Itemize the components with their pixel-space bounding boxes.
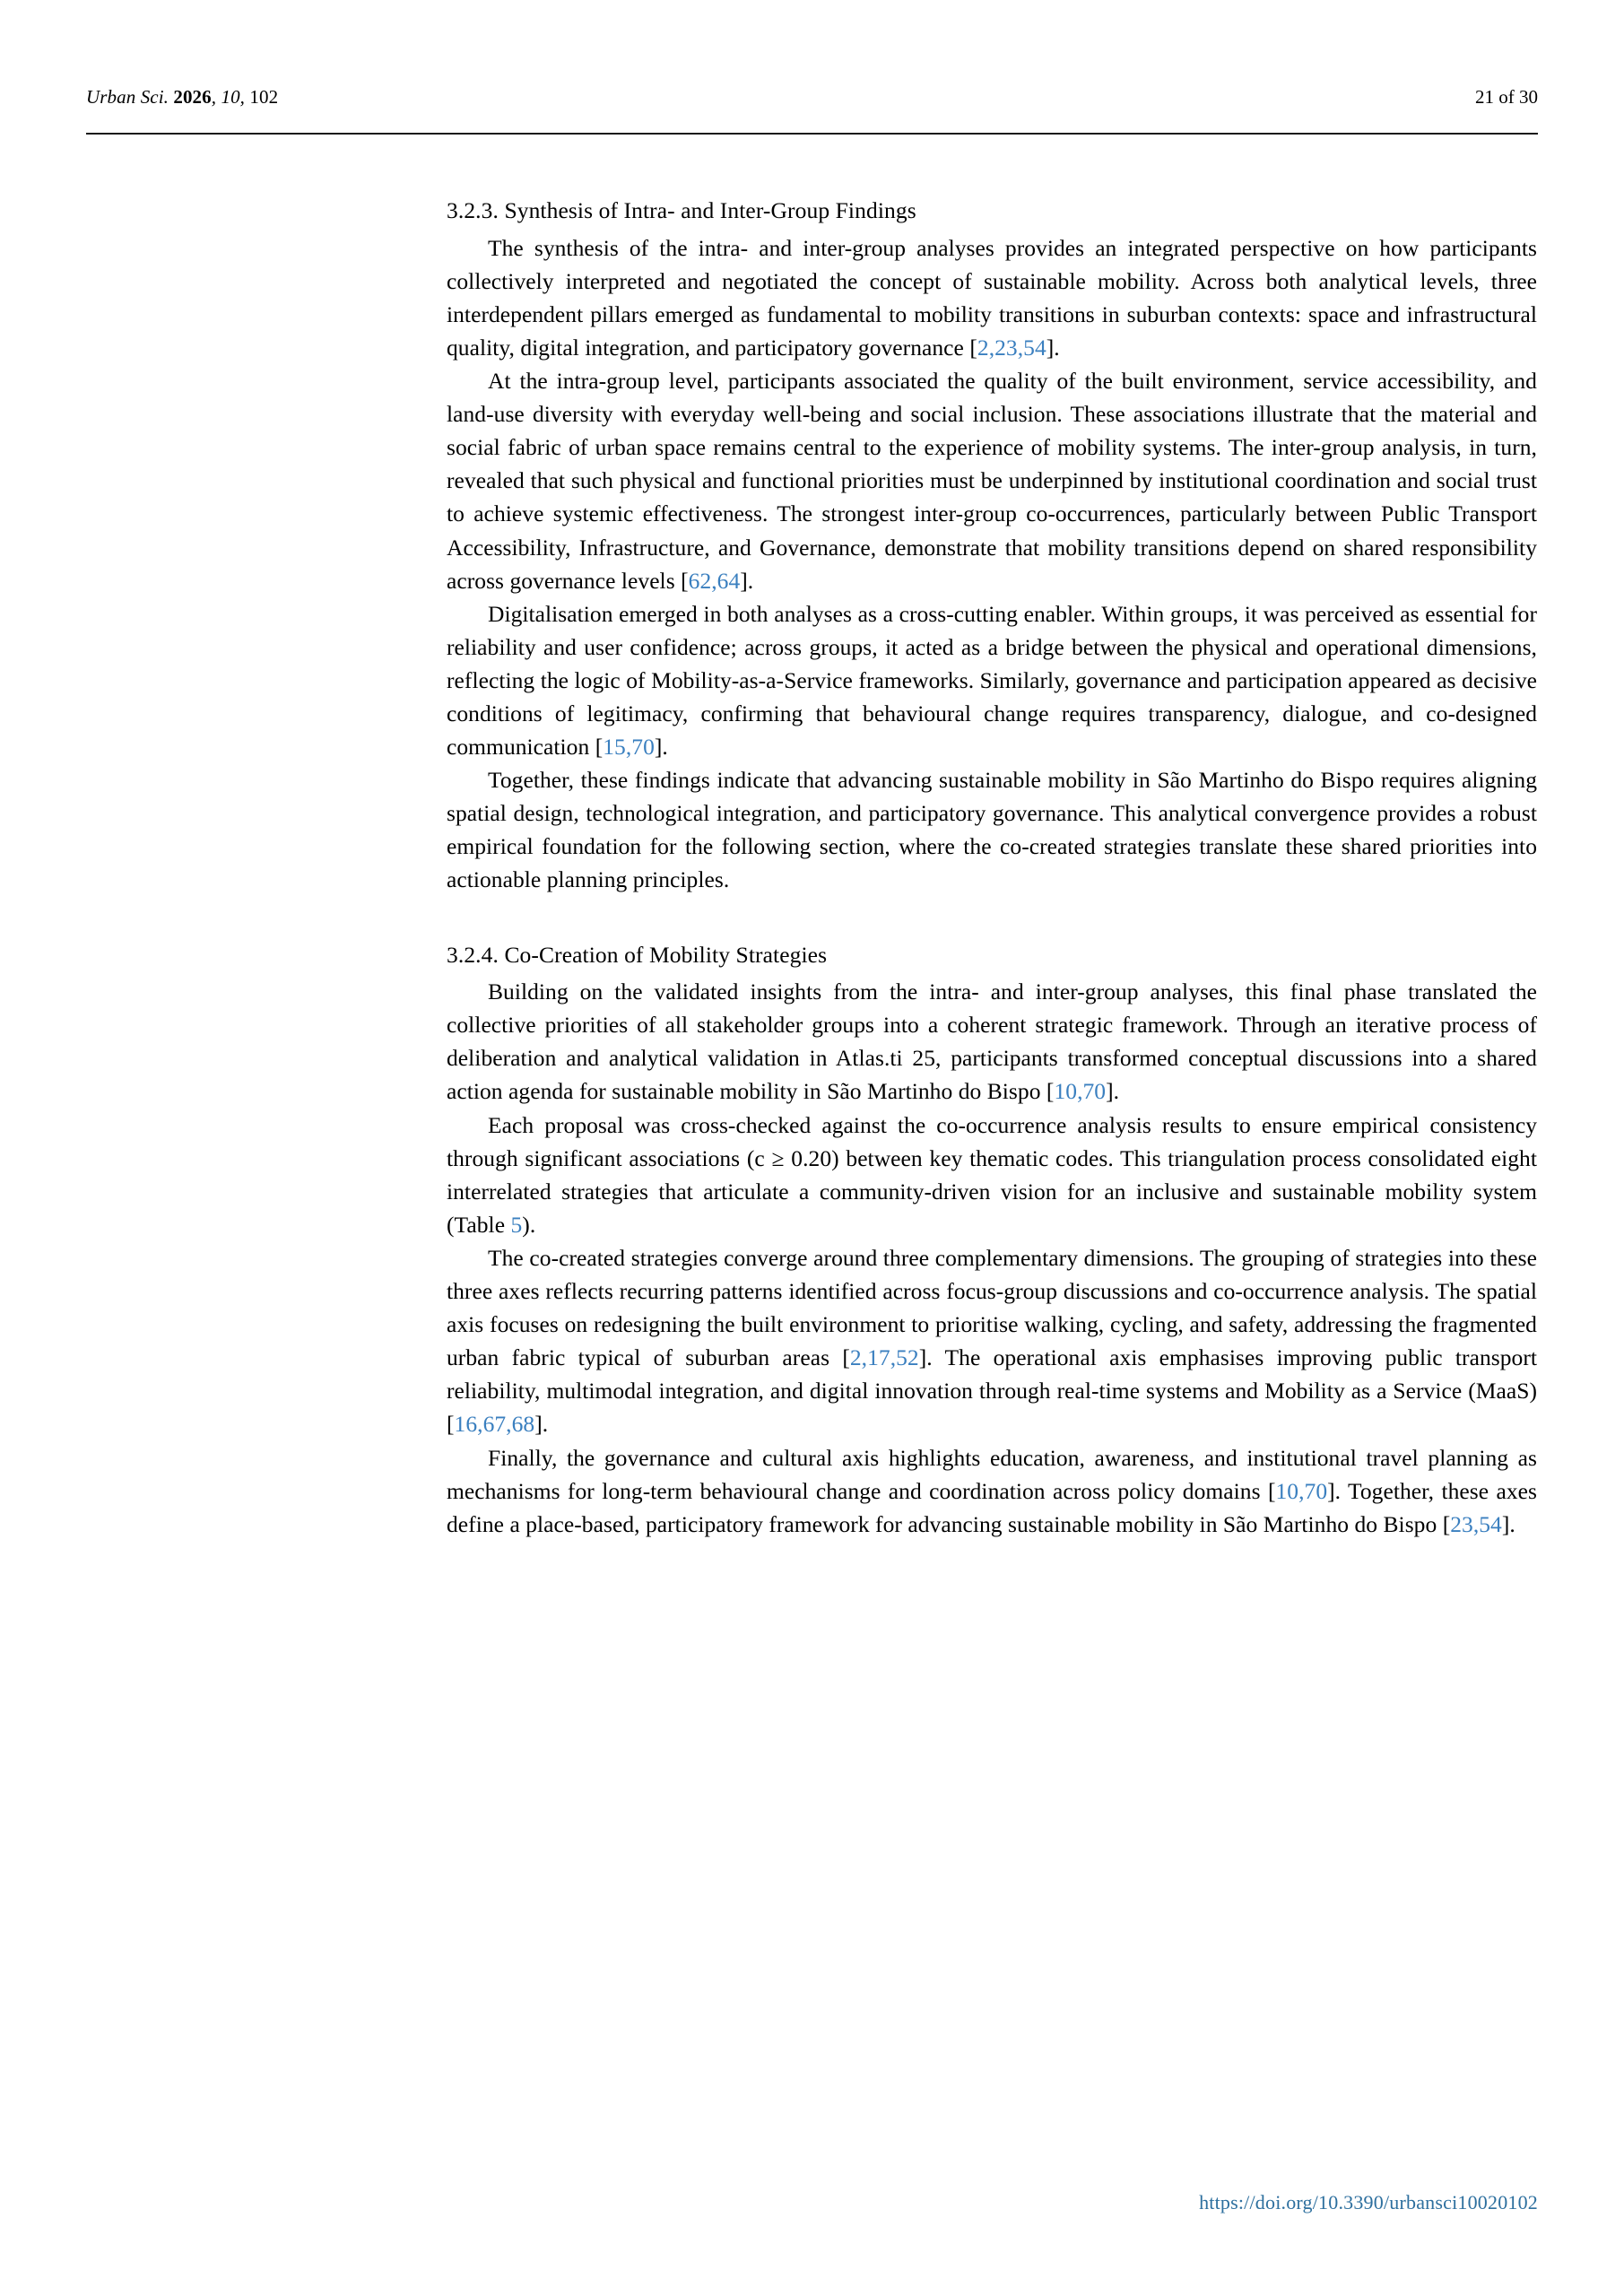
citation-link[interactable]: 10,70 <box>1275 1477 1328 1504</box>
paragraph-text: At the intra-group level, participants associated the quality of the built environment, service accessibility, and land-use diversity with everyday well-being and social inclusion. These associations illustrate that the material and social fabric of urban space remains central to the experience of mobility systems. The inter-group analysis, in turn, revealed that such physical and functional priorities must be underpinned by institutional coordination and social trust to achieve systemic effectiveness. The strongest inter-group co-occurrences, particularly between Public Transport Accessibility, Infrastructure, and Governance, demonstrate that mobility transitions depend on shared responsibility across governance levels [ <box>447 368 1537 594</box>
journal-name: Urban Sci. <box>86 86 169 108</box>
paragraph-governance-cultural-axis <box>447 1441 1537 1541</box>
journal-citation <box>86 86 278 109</box>
paragraph-together-findings <box>447 763 1537 896</box>
paragraph-text-tail: ]. <box>740 567 754 594</box>
comma-2: , <box>239 86 250 108</box>
paragraph-text: Finally, the governance and cultural axis highlights education, awareness, and institutional travel planning as mechanisms for long-term behavioural change and coordination across policy domains [ <box>447 1444 1537 1504</box>
paragraph-text-mid: ]. Together, these axes define a place-based, participatory framework for advancing sustainable mobility in São Martinho do Bispo [ <box>447 1477 1537 1537</box>
paragraph-text-tail: ]. <box>1046 334 1060 361</box>
paragraph-building-on-insights <box>447 975 1537 1108</box>
citation-link-2[interactable]: 23,54 <box>1450 1510 1502 1537</box>
journal-article-number: 102 <box>249 86 279 108</box>
table-reference-link[interactable]: 5 <box>510 1211 523 1238</box>
paragraph-text: Each proposal was cross-checked against the co-occurrence analysis results to ensure empirical consistency through significant associations (c ≥ 0.20) between key thematic codes. This triangulation process consolidated eight interrelated strategies that articulate a community-driven vision for an inclusive and sustainable mobility system (Table <box>447 1111 1537 1238</box>
paragraph-text-tail: ]. <box>1106 1078 1120 1105</box>
citation-link[interactable]: 62,64 <box>688 567 741 594</box>
running-head <box>86 86 1538 109</box>
paragraph-text-tail: ]. <box>1501 1510 1515 1537</box>
paragraph-text: Digitalisation emerged in both analyses as a cross-cutting enabler. Within groups, it was perceived as essential for reliability and user confidence; across groups, it acted as a bridge between the physical and operational dimensions, reflecting the logic of Mobility-as-a-Service frameworks. Similarly, governance and participation appeared as decisive conditions of legitimacy, confirming that behavioural change requires transparency, dialogue, and co-designed communication [ <box>447 600 1537 761</box>
footer-doi <box>86 2191 1538 2214</box>
section-heading-323: 3.2.3. Synthesis of Intra- and Inter-Group Findings <box>447 197 916 223</box>
paragraph-text: The co-created strategies converge around three complementary dimensions. The grouping of strategies into these three axes reflects recurring patterns identified across focus-group discussions and co-occurrence analysis. The spatial axis focuses on redesigning the built environment to prioritise walking, cycling, and safety, addressing the fragmented urban fabric typical of suburban areas [ <box>447 1244 1537 1371</box>
paragraph-text-tail: ). <box>522 1211 536 1238</box>
comma-1: , <box>211 86 221 108</box>
citation-link[interactable]: 2,17,52 <box>849 1344 919 1371</box>
header-divider <box>86 133 1538 135</box>
paragraph-text: Together, these findings indicate that advancing sustainable mobility in São Martinho do Bispo requires aligning spatial design, technological integration, and participatory governance. This analytical convergence provides a robust empirical foundation for the following section, where the co-created strategies translate these shared priorities into actionable planning principles. <box>447 767 1537 893</box>
citation-link-2[interactable]: 16,67,68 <box>454 1411 535 1438</box>
journal-volume: 10 <box>221 86 240 108</box>
citation-link[interactable]: 2,23,54 <box>977 334 1046 361</box>
paragraph-digitalisation <box>447 597 1537 763</box>
citation-link[interactable]: 15,70 <box>603 734 655 761</box>
paragraph-text: The synthesis of the intra- and inter-group analyses provides an integrated perspective on how participants collectively interpreted and negotiated the concept of sustainable mobility. Across both analytical levels, three interdependent pillars emerged as fundamental to mobility transitions in suburban contexts: space and infrastructural quality, digital integration, and participatory governance [ <box>447 234 1537 361</box>
paragraph-intra-group-level <box>447 364 1537 597</box>
article-body <box>447 196 1537 1541</box>
citation-link[interactable]: 10,70 <box>1054 1078 1107 1105</box>
paragraph-three-dimensions <box>447 1241 1537 1441</box>
paragraph-text-mid: ]. The operational axis emphasises improving public transport reliability, multimodal integration, and digital innovation through real-time systems and Mobility as a Service (MaaS) [ <box>447 1344 1537 1438</box>
paragraph-synthesis-overview <box>447 231 1537 364</box>
paragraph-each-proposal <box>447 1109 1537 1241</box>
doi-link[interactable]: https://doi.org/10.3390/urbansci10020102 <box>1199 2191 1538 2213</box>
paragraph-text-tail: ]. <box>534 1411 549 1438</box>
journal-year: 2026 <box>173 86 212 108</box>
paragraph-text-tail: ]. <box>654 734 668 761</box>
paragraph-text: Building on the validated insights from the intra- and inter-group analyses, this final phase translated the collective priorities of all stakeholder groups into a coherent strategic framework. Through an iterative process of deliberation and analytical validation in Atlas.ti 25, participants transformed conceptual discussions into a shared action agenda for sustainable mobility in São Martinho do Bispo [ <box>447 978 1537 1105</box>
section-heading-324: 3.2.4. Co-Creation of Mobility Strategies <box>447 941 828 968</box>
page-indicator: 21 of 30 <box>1475 86 1538 108</box>
